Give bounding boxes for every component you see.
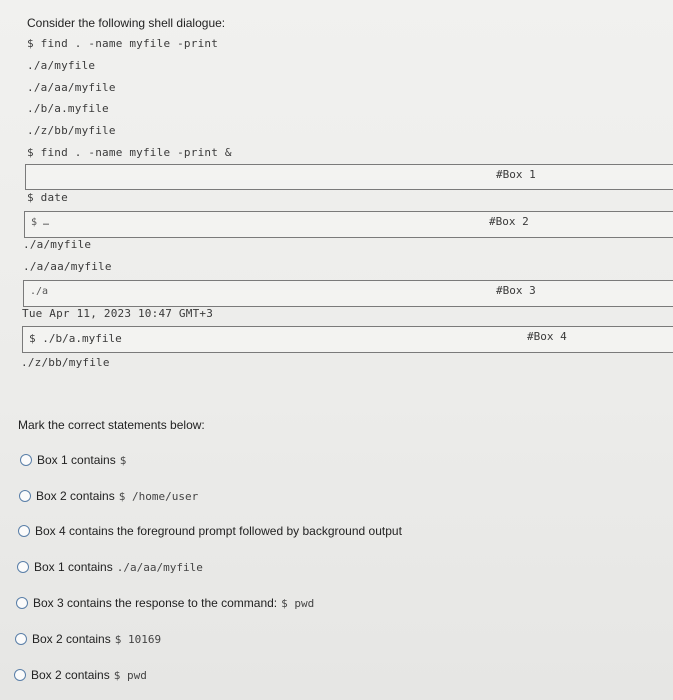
- dialogue-line: ./a/myfile: [23, 238, 92, 251]
- box-4[interactable]: [22, 326, 673, 353]
- radio-button[interactable]: [16, 597, 28, 609]
- option-code: ./a/aa/myfile: [116, 560, 203, 574]
- dialogue-line: $ find . -name myfile -print: [27, 37, 219, 50]
- option-box2-10169[interactable]: [15, 632, 161, 646]
- dialogue-line: Tue Apr 11, 2023 10:47 GMT+3: [22, 307, 214, 320]
- option-box1-dollar[interactable]: [20, 453, 126, 467]
- radio-button[interactable]: [19, 490, 31, 502]
- box-3[interactable]: [23, 280, 673, 307]
- dialogue-line: ./a/aa/myfile: [27, 81, 116, 94]
- radio-button[interactable]: [20, 454, 32, 466]
- box-3-label: #Box 3: [496, 284, 536, 297]
- box-4-content: $ ./b/a.myfile: [29, 332, 122, 345]
- option-box2-home-user[interactable]: [19, 489, 198, 503]
- option-text: Box 2 contains: [36, 489, 115, 503]
- box-2[interactable]: [24, 211, 673, 238]
- option-box4-foreground-prompt[interactable]: [18, 524, 406, 538]
- dialogue-line: $ find . -name myfile -print &: [27, 146, 232, 159]
- option-code: $: [119, 453, 127, 467]
- option-text: Box 2 contains: [32, 632, 111, 646]
- box-4-label: #Box 4: [527, 330, 567, 343]
- question-intro: Consider the following shell dialogue:: [27, 16, 226, 30]
- option-text: Box 3 contains the response to the command:: [33, 596, 278, 610]
- option-box2-pwd[interactable]: [14, 668, 147, 682]
- radio-button[interactable]: [17, 561, 29, 573]
- option-box3-pwd-response[interactable]: [16, 596, 314, 610]
- radio-button[interactable]: [18, 525, 30, 537]
- radio-button[interactable]: [14, 669, 26, 681]
- box-3-content: ./a: [30, 286, 49, 297]
- option-text: Box 1 contains: [34, 560, 113, 574]
- option-text: Box 1 contains: [37, 453, 116, 467]
- dialogue-line: ./z/bb/myfile: [21, 356, 110, 369]
- dialogue-line: ./b/a.myfile: [27, 102, 109, 115]
- option-code: $ 10169: [114, 632, 162, 646]
- box-2-content: $ …: [31, 217, 50, 228]
- option-text: Box 4 contains the foreground prompt followed by background output: [35, 524, 402, 538]
- box-1-label: #Box 1: [496, 168, 536, 181]
- statements-prompt: Mark the correct statements below:: [18, 418, 205, 432]
- box-1[interactable]: [25, 164, 673, 190]
- option-code: $ pwd: [113, 668, 147, 682]
- option-box1-aa-myfile[interactable]: [17, 560, 203, 574]
- option-text: Box 2 contains: [31, 668, 110, 682]
- option-code: $ pwd: [281, 596, 315, 610]
- radio-button[interactable]: [15, 633, 27, 645]
- box-2-label: #Box 2: [489, 215, 529, 228]
- option-code: $ /home/user: [118, 489, 199, 503]
- dialogue-line: ./a/aa/myfile: [23, 260, 112, 273]
- dialogue-line: $ date: [27, 191, 68, 204]
- dialogue-line: ./z/bb/myfile: [27, 124, 116, 137]
- dialogue-line: ./a/myfile: [27, 59, 96, 72]
